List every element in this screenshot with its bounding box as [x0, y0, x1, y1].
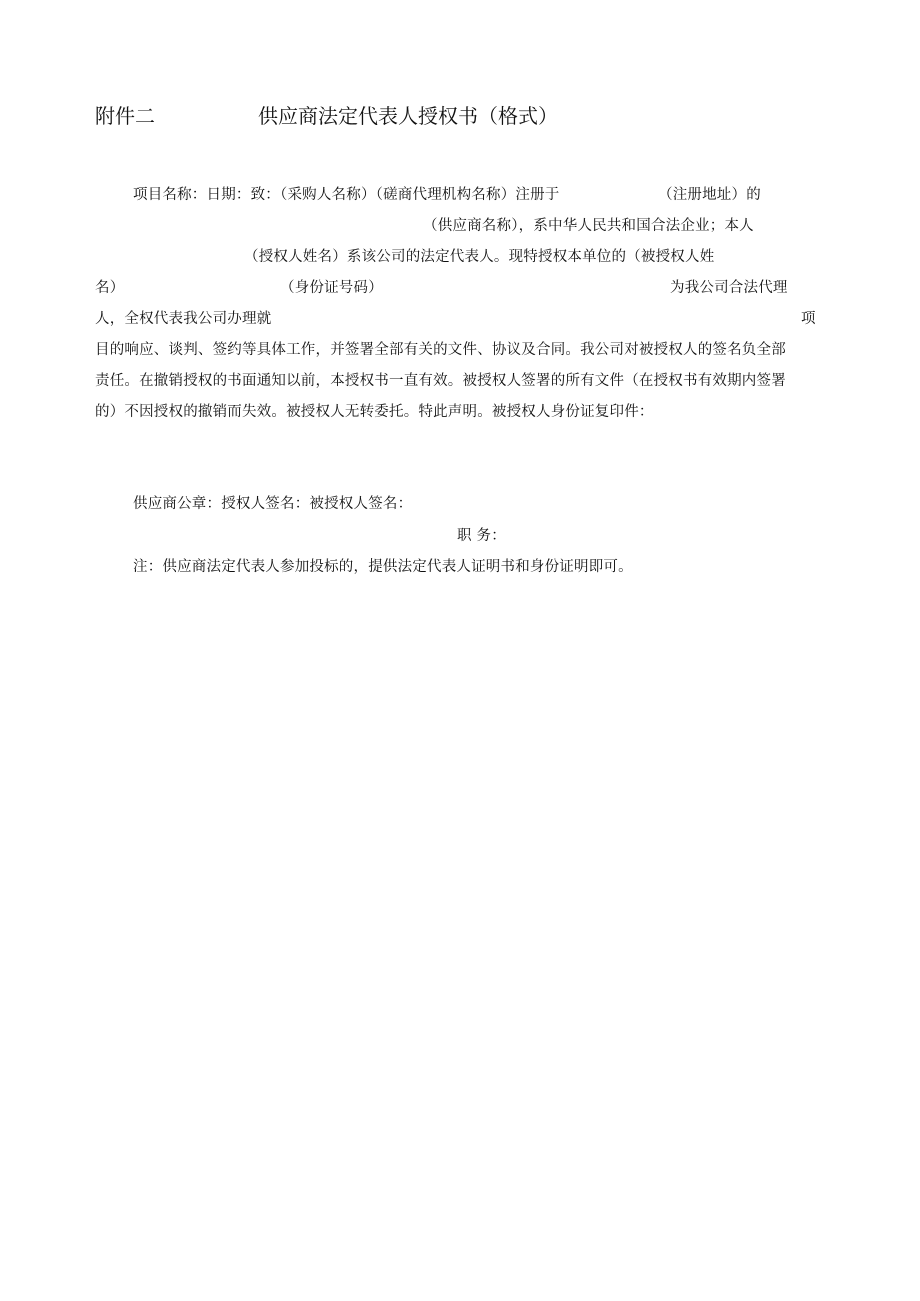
footnote: 注：供应商法定代表人参加投标的，提供法定代表人证明书和身份证明即可。: [133, 559, 633, 575]
body-line-7: 责任。在撤销授权的书面通知以前，本授权书一直有效。被授权人签署的所有文件（在授权书有效期内签署: [95, 373, 786, 389]
position-label: 职 务：: [457, 528, 506, 544]
body-line-4b: （身份证号码）: [280, 280, 383, 296]
signature-line: 供应商公章：授权人签名：被授权人签名：: [133, 496, 413, 512]
document-title: 供应商法定代表人授权书（格式）: [258, 104, 558, 128]
attachment-label: 附件二: [95, 104, 155, 128]
body-line-3: （授权人姓名）系该公司的法定代表人。现特授权本单位的（被授权人姓: [244, 249, 715, 265]
body-line-1b: （注册地址）的: [658, 187, 761, 203]
body-line-1a: 项目名称：日期：致：（采购人名称）（磋商代理机构名称）注册于: [133, 187, 560, 203]
body-line-4c: 为我公司合法代理: [670, 280, 788, 296]
body-line-8: 的）不因授权的撤销而失效。被授权人无转委托。特此声明。被授权人身份证复印件：: [95, 404, 654, 420]
body-line-4a: 名）: [95, 280, 125, 296]
body-line-6: 目的响应、谈判、签约等具体工作，并签署全部有关的文件、协议及合同。我公司对被授权人的签名负全部: [95, 342, 786, 358]
body-line-2: （供应商名称），系中华人民共和国合法企业；本人: [423, 218, 754, 234]
body-line-5b: 项: [801, 311, 816, 327]
body-line-5a: 人，全权代表我公司办理就: [95, 311, 272, 327]
